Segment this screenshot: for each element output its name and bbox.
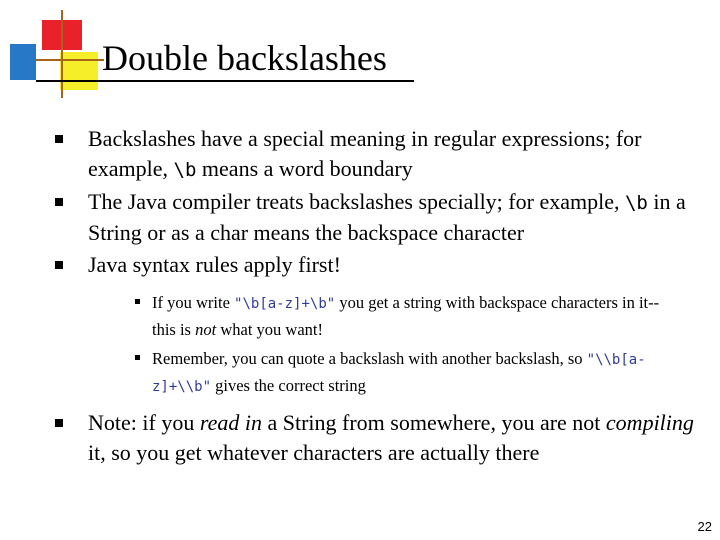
sub-bullet-text: Remember, you can quote a backslash with another backslash, so [152,349,587,368]
sub-bullet-text: what you want! [216,320,323,339]
bullet-text: means a word boundary [196,156,413,181]
page-number: 22 [697,519,712,534]
sub-bullet-text: If you write [152,293,235,312]
sub-bullet-text: gives the correct string [211,376,366,395]
bullet-text: in a String or as a char means the backspace character [88,189,686,245]
bullet-square-icon [55,261,63,269]
bullet-item [55,250,705,280]
bullet-list [55,124,705,470]
bullet-text: Java syntax rules apply first! [88,252,341,277]
slide-title: Double backslashes [102,38,387,78]
sub-bullet-square-icon [135,299,140,304]
sub-bullet-square-icon [135,355,140,360]
sub-bullet-item [95,346,672,400]
bullet-square-icon [55,135,63,143]
bullet-square-icon [55,198,63,206]
bullet-square-icon [55,419,63,427]
logo-yellow-square [60,52,98,90]
sub-bullet-list [95,290,705,400]
emphasis-text: compiling [605,410,694,435]
logo-blue-square [10,44,36,80]
inline-code: \b [173,159,197,181]
bullet-text: Note: if you [88,410,200,435]
decorative-squares-logo [0,0,110,100]
bullet-item [55,187,705,248]
bullet-item [55,124,705,185]
sub-bullet-text: you get a string with backspace characters in it--this is [152,293,660,339]
emphasis-text: read in [199,410,262,435]
inline-code: "\b[a-z]+\b" [234,296,336,312]
emphasis-text: not [195,320,217,339]
title-underline [36,80,414,82]
bullet-item [55,408,705,468]
bullet-text: Backslashes have a special meaning in regular expressions; for example, [88,126,642,181]
bullet-text: The Java compiler treats backslashes specially; for example, [88,189,625,214]
bullet-text: a String from somewhere, you are not [261,410,606,435]
inline-code: \b [624,192,648,214]
inline-code: "\\b[a-z]+\\b" [152,352,646,395]
bullet-text: it, so you get whatever characters are actually there [88,440,540,465]
sub-bullet-item [95,290,672,342]
